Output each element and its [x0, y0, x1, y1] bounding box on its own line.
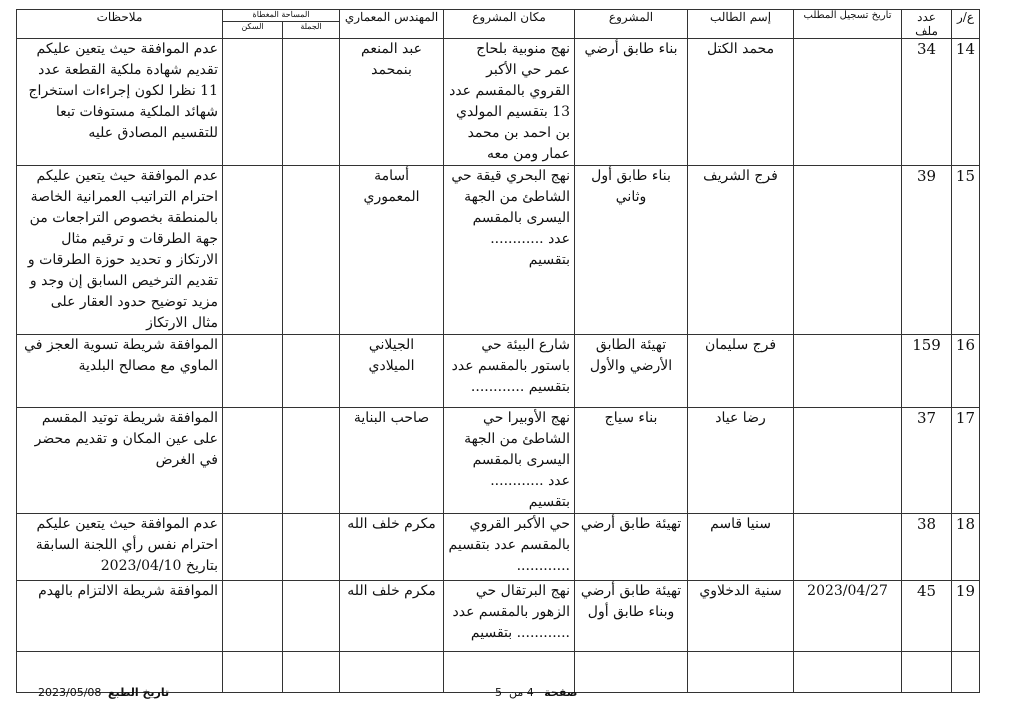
table-row — [17, 166, 980, 335]
row-request-date — [794, 166, 902, 335]
row-file-count: 34 — [902, 39, 952, 166]
row-area-total — [283, 335, 340, 408]
page-total: 5 — [495, 686, 502, 699]
row-no: 19 — [952, 581, 980, 652]
row-notes: الموافقة شريطة تسوية العجز في الماوي مع مصالح البلدية — [17, 335, 223, 408]
header-applicant: إسم الطالب — [688, 10, 794, 39]
row-applicant: محمد الكتل — [688, 39, 794, 166]
header-file-count: عدد ملف — [902, 10, 952, 39]
row-location: نهج الأوبيرا حي الشاطئ من الجهة اليسرى بالمقسم عدد ............ بتقسيم — [444, 408, 575, 514]
empty-cell — [902, 652, 952, 693]
empty-cell — [575, 652, 688, 693]
empty-cell — [688, 652, 794, 693]
row-no: 14 — [952, 39, 980, 166]
row-location: نهج البحري قيقة حي الشاطئ من الجهة اليسرى بالمقسم عدد ............ بتقسيم — [444, 166, 575, 335]
row-file-count: 38 — [902, 514, 952, 581]
table-row — [17, 39, 980, 166]
row-location: شارع البيئة حي باستور بالمقسم عدد بتقسيم ............ — [444, 335, 575, 408]
page-of: من — [509, 686, 524, 699]
page-current: 4 — [526, 686, 534, 699]
row-file-count: 37 — [902, 408, 952, 514]
header-notes: ملاحظات — [17, 10, 223, 39]
header-request-date: تاريخ تسجيل المطلب — [794, 10, 902, 39]
row-notes: عدم الموافقة حيث يتعين عليكم احترام نفس رأي اللجنة السابقة بتاريخ 2023/04/10 — [17, 514, 223, 581]
print-date-label: تاريخ الطبع — [108, 686, 170, 699]
row-request-date — [794, 335, 902, 408]
row-area-housing — [223, 514, 283, 581]
empty-cell — [223, 652, 283, 693]
row-area-housing — [223, 166, 283, 335]
header-location: مكان المشروع — [444, 10, 575, 39]
row-area-total — [283, 408, 340, 514]
row-area-housing — [223, 335, 283, 408]
row-area-housing — [223, 39, 283, 166]
row-engineer: أسامة المعموري — [340, 166, 444, 335]
row-no: 18 — [952, 514, 980, 581]
row-notes: الموافقة شريطة الالتزام بالهدم — [17, 581, 223, 652]
header-area-housing: السكن — [223, 21, 283, 38]
empty-cell — [794, 652, 902, 693]
row-project: بناء طابق أرضي — [575, 39, 688, 166]
row-request-date — [794, 514, 902, 581]
page-label: صفحة — [544, 686, 578, 699]
row-project: بناء سياج — [575, 408, 688, 514]
row-file-count: 45 — [902, 581, 952, 652]
page-indicator — [495, 686, 577, 699]
row-project: تهيئة طابق أرضي — [575, 514, 688, 581]
row-area-total — [283, 166, 340, 335]
row-notes: عدم الموافقة حيث يتعين عليكم تقديم شهادة ملكية القطعة عدد 11 نظرا لكون إجراءات استخراج شهائد الملكية مستوفات تبعا للتقسيم المصادق عليه — [17, 39, 223, 166]
table-row — [17, 581, 980, 652]
row-request-date: 2023/04/27 — [794, 581, 902, 652]
row-request-date — [794, 408, 902, 514]
row-project: تهيئة طابق أرضي وبناء طابق أول — [575, 581, 688, 652]
row-notes: عدم الموافقة حيث يتعين عليكم احترام التراتيب العمرانية الخاصة بالمنطقة بخصوص التراجعات من جهة الطرقات و ترقيم مثال الارتكاز و تحديد حوزة الطرقات و تقديم الترخيص السابق إن وجد و مزيد توضيح حدود العقار على مثال الارتكاز — [17, 166, 223, 335]
table-row — [17, 514, 980, 581]
empty-cell — [340, 652, 444, 693]
row-area-housing — [223, 581, 283, 652]
empty-cell — [283, 652, 340, 693]
row-applicant: فرج سليمان — [688, 335, 794, 408]
row-project: بناء طابق أول وثاني — [575, 166, 688, 335]
row-applicant: سنيا قاسم — [688, 514, 794, 581]
empty-cell — [952, 652, 980, 693]
row-applicant: رضا عياد — [688, 408, 794, 514]
committee-table — [16, 9, 980, 693]
row-no: 15 — [952, 166, 980, 335]
row-location: نهج البرتقال حي الزهور بالمقسم عدد ............ بتقسيم — [444, 581, 575, 652]
row-area-total — [283, 514, 340, 581]
header-covered-area: المساحة المغطاة — [223, 10, 340, 22]
row-request-date — [794, 39, 902, 166]
header-project: المشروع — [575, 10, 688, 39]
row-file-count: 39 — [902, 166, 952, 335]
row-no: 17 — [952, 408, 980, 514]
row-file-count: 159 — [902, 335, 952, 408]
row-engineer: مكرم خلف الله — [340, 581, 444, 652]
header-no: ع/ر — [952, 10, 980, 39]
header-engineer: المهندس المعماري — [340, 10, 444, 39]
row-location: نهج منوبية بلحاج عمر حي الأكبر القروي بالمقسم عدد 13 بتقسيم المولدي بن احمد بن محمد عمار ومن معه — [444, 39, 575, 166]
row-engineer: صاحب البناية — [340, 408, 444, 514]
row-notes: الموافقة شريطة توتيد المقسم على عين المكان و تقديم محضر في الغرض — [17, 408, 223, 514]
row-area-housing — [223, 408, 283, 514]
row-engineer: الجيلاني الميلادي — [340, 335, 444, 408]
row-engineer: عبد المنعم بنمحمد — [340, 39, 444, 166]
table-row — [17, 408, 980, 514]
print-date: 2023/05/08 — [38, 686, 102, 699]
row-location: حي الأكبر القروي بالمقسم عدد بتقسيم ............ — [444, 514, 575, 581]
row-area-total — [283, 39, 340, 166]
row-engineer: مكرم خلف الله — [340, 514, 444, 581]
row-area-total — [283, 581, 340, 652]
row-applicant: سنية الدخلاوي — [688, 581, 794, 652]
header-area-total: الجملة — [283, 21, 340, 38]
table-row — [17, 335, 980, 408]
row-project: تهيئة الطابق الأرضي والأول — [575, 335, 688, 408]
row-no: 16 — [952, 335, 980, 408]
row-applicant: فرج الشريف — [688, 166, 794, 335]
